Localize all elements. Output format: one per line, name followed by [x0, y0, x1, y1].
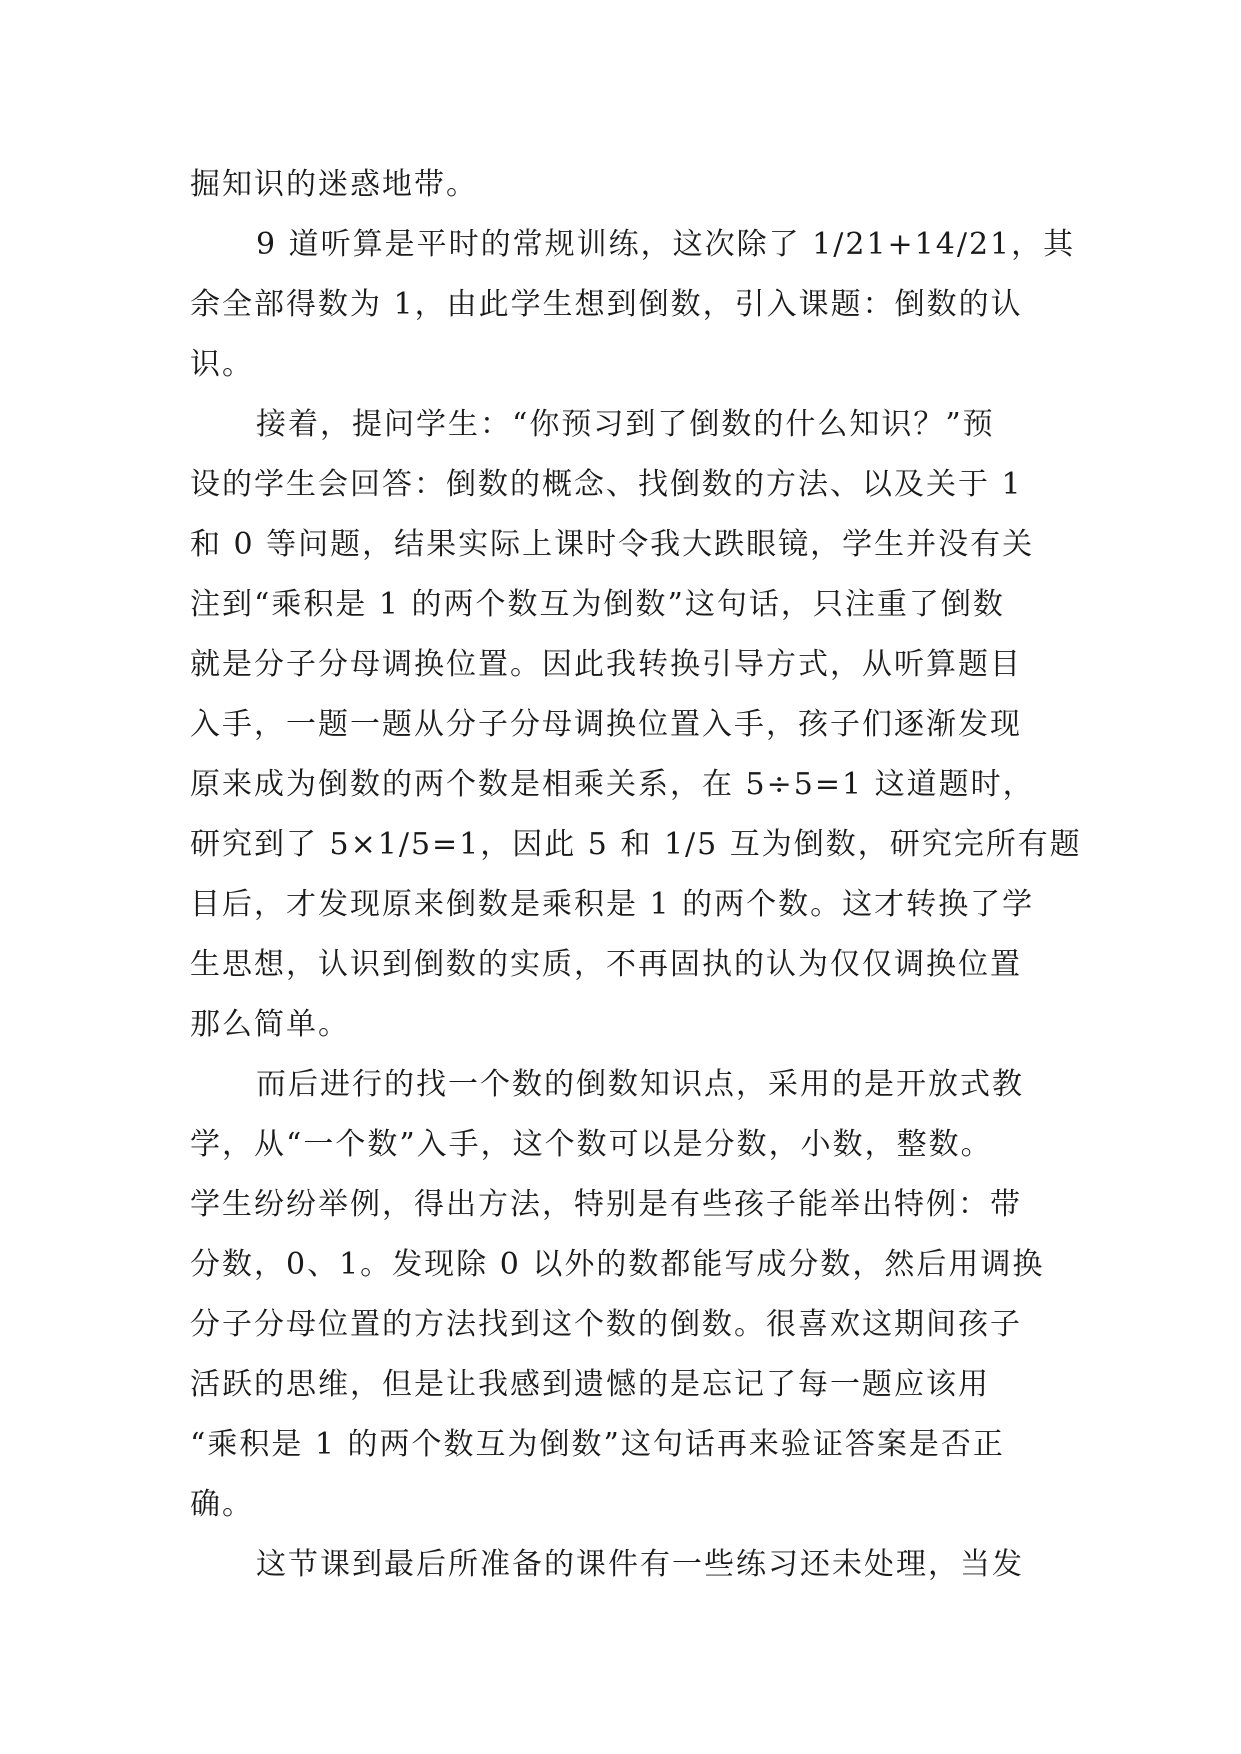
text-line: 学生纷纷举例，得出方法，特别是有些孩子能举出特例：带: [190, 1187, 1022, 1222]
text-line: 目后，才发现原来倒数是乘积是 1 的两个数。这才转换了学: [190, 887, 1035, 922]
text-line: 接着，提问学生：“你预习到了倒数的什么知识？”预: [256, 407, 995, 442]
text-line: 确。: [190, 1487, 254, 1522]
text-line: 而后进行的找一个数的倒数知识点，采用的是开放式教: [256, 1067, 1024, 1102]
text-line: 设的学生会回答：倒数的概念、找倒数的方法、以及关于 1: [190, 467, 1023, 502]
text-line: 生思想，认识到倒数的实质，不再固执的认为仅仅调换位置: [190, 947, 1022, 982]
text-line: 9 道听算是平时的常规训练，这次除了 1/21+14/21，其: [256, 227, 1076, 262]
text-line: 分子分母位置的方法找到这个数的倒数。很喜欢这期间孩子: [190, 1307, 1022, 1342]
body-text: [190, 155, 1082, 1595]
text-line: 分数，0、1。发现除 0 以外的数都能写成分数，然后用调换: [190, 1247, 1045, 1282]
text-line: 注到“乘积是 1 的两个数互为倒数”这句话，只注重了倒数: [190, 587, 1005, 622]
text-line: 活跃的思维，但是让我感到遗憾的是忘记了每一题应该用: [190, 1367, 990, 1402]
text-line: 学，从“一个数”入手，这个数可以是分数，小数，整数。: [190, 1127, 993, 1162]
text-line: 那么简单。: [190, 1007, 350, 1042]
text-line: “乘积是 1 的两个数互为倒数”这句话再来验证答案是否正: [190, 1427, 1005, 1462]
text-line: 入手，一题一题从分子分母调换位置入手，孩子们逐渐发现: [190, 707, 1022, 742]
text-line: 掘知识的迷惑地带。: [190, 167, 478, 202]
text-line: 识。: [190, 347, 254, 382]
text-line: 和 0 等问题，结果实际上课时令我大跌眼镜，学生并没有关: [190, 527, 1035, 562]
text-line: 这节课到最后所准备的课件有一些练习还未处理，当发: [256, 1547, 1024, 1582]
text-line: 就是分子分母调换位置。因此我转换引导方式，从听算题目: [190, 647, 1022, 682]
text-line: 余全部得数为 1，由此学生想到倒数，引入课题：倒数的认: [190, 287, 1023, 322]
text-line: 研究到了 5×1/5=1，因此 5 和 1/5 互为倒数，研究完所有题: [190, 827, 1082, 862]
text-line: 原来成为倒数的两个数是相乘关系，在 5÷5=1 这道题时，: [190, 767, 1035, 802]
